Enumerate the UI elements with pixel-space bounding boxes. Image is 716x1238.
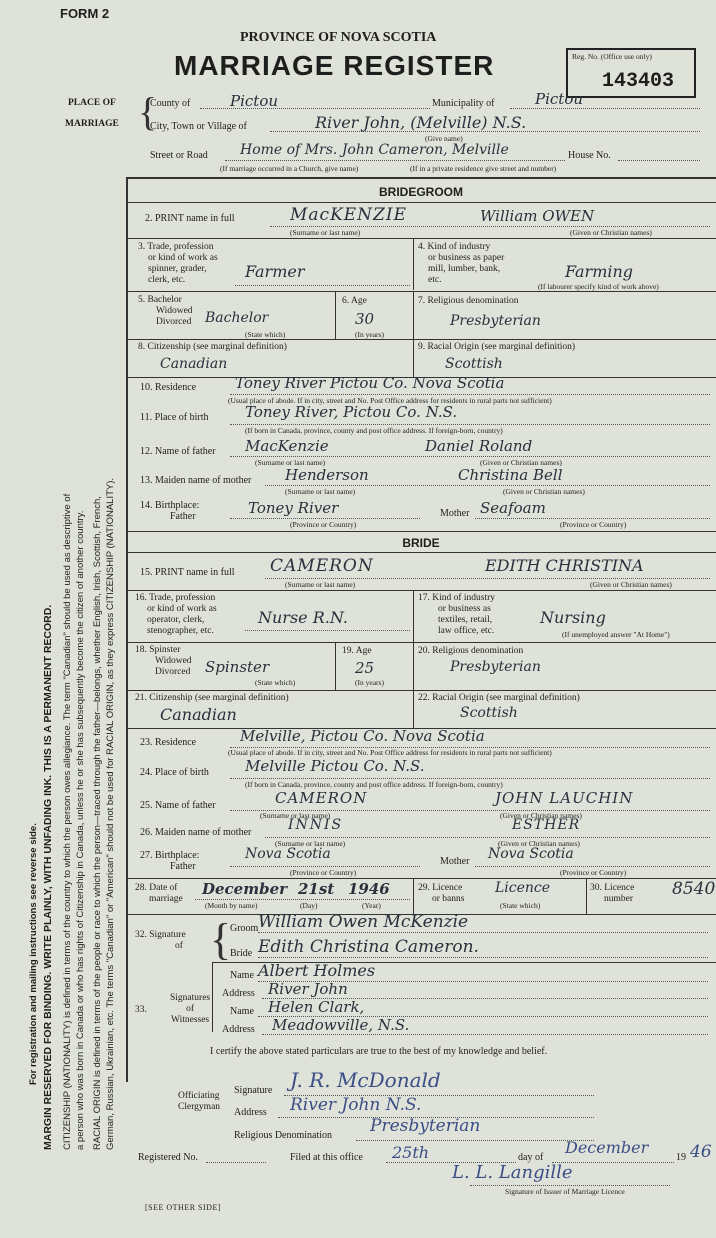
groom-surname-caption: (Surname or last name) bbox=[290, 228, 361, 237]
bride-given: EDITH CHRISTINA bbox=[485, 556, 644, 575]
witness2-name-label: Name bbox=[230, 1006, 254, 1017]
witness1-name: Albert Holmes bbox=[258, 961, 376, 980]
groom-age: 30 bbox=[355, 310, 375, 328]
street-value: Home of Mrs. John Cameron, Melville bbox=[240, 142, 509, 158]
bride-mother-birthplace-caption: (Province or Country) bbox=[560, 868, 627, 877]
reg-number-label: Reg. No. (Office use only) bbox=[572, 52, 652, 61]
bride-residence-label: 23. Residence bbox=[140, 737, 197, 748]
year-caption: (Year) bbox=[362, 901, 381, 910]
bride-father-birthplace-caption: (Province or Country) bbox=[290, 868, 357, 877]
margin-note-racial: RACIAL ORIGIN is defined in terms of the people or race to which the person—traced through the father—belongs, whether English, Irish, Scottish, French, bbox=[92, 496, 103, 1150]
bride-racial-label: 22. Racial Origin (see marginal definition) bbox=[418, 693, 580, 703]
witness2-address: Meadowville, N.S. bbox=[272, 1016, 410, 1034]
groom-citizenship: Canadian bbox=[160, 356, 228, 372]
bride-residence: Melville, Pictou Co. Nova Scotia bbox=[240, 727, 485, 745]
witness2-name: Helen Clark, bbox=[268, 998, 365, 1016]
clergy-signature: J. R. McDonald bbox=[290, 1068, 441, 1092]
groom-industry: Farming bbox=[565, 262, 634, 281]
groom-racial-label: 9. Racial Origin (see marginal definition) bbox=[418, 342, 576, 352]
bride-status-caption: (State which) bbox=[255, 678, 296, 687]
groom-age-label: 6. Age bbox=[342, 296, 367, 306]
bridegroom-heading: BRIDEGROOM bbox=[379, 185, 463, 199]
city-value: River John, (Melville) N.S. bbox=[315, 113, 527, 132]
groom-mother-surname-caption: (Surname or last name) bbox=[285, 487, 356, 496]
groom-given: William OWEN bbox=[480, 207, 595, 225]
bride-father-given-caption: (Given or Christian names) bbox=[500, 811, 582, 820]
filed-label: Filed at this office bbox=[290, 1152, 363, 1163]
bride-status: Spinster bbox=[205, 658, 270, 676]
bride-mother-word: Mother bbox=[440, 856, 470, 867]
bride-father-surname: CAMERON bbox=[275, 789, 368, 807]
licence-number: 8540 bbox=[672, 879, 716, 899]
groom-father-given: Daniel Roland bbox=[425, 437, 533, 455]
marriage-label: MARRIAGE bbox=[65, 119, 119, 129]
licence-number-label: 30. Licence number bbox=[590, 883, 635, 904]
groom-religion-label: 7. Religious denomination bbox=[418, 296, 519, 306]
groom-mother-given: Christina Bell bbox=[458, 466, 563, 484]
groom-industry-label: 4. Kind of industry or business as paper mill, lumber, bank, etc. bbox=[418, 242, 505, 285]
margin-note-binding: MARGIN RESERVED FOR BINDING. WRITE PLAINLY, WITH UNFADING INK. THIS IS A PERMANENT RECORD. bbox=[42, 604, 54, 1150]
groom-signature: William Owen McKenzie bbox=[258, 912, 469, 932]
bride-age-caption: (In years) bbox=[355, 678, 384, 687]
bride-trade-label: 16. Trade, profession or kind of work as operator, clerk, stenographer, etc. bbox=[135, 593, 217, 636]
bride-age-label: 19. Age bbox=[342, 646, 372, 656]
groom-mother-surname: Henderson bbox=[285, 466, 369, 484]
bride-age: 25 bbox=[355, 659, 375, 677]
witness2-address-label: Address bbox=[222, 1024, 255, 1035]
groom-birth-caption: (If born in Canada, province, county and post office address. If foreign-born, country) bbox=[245, 426, 503, 435]
municipality-label: Municipality of bbox=[432, 98, 495, 109]
clergy-address-label: Address bbox=[234, 1107, 267, 1118]
groom-given-caption: (Given or Christian names) bbox=[570, 228, 652, 237]
page-title: MARRIAGE REGISTER bbox=[174, 50, 495, 81]
marriage-year: 1946 bbox=[348, 880, 390, 898]
groom-father-given-caption: (Given or Christian names) bbox=[480, 458, 562, 467]
clergy-denomination: Presbyterian bbox=[370, 1116, 481, 1136]
day-caption: (Day) bbox=[300, 901, 318, 910]
bride-industry-label: 17. Kind of industry or business as textiles, retail, law office, etc. bbox=[418, 593, 496, 636]
bride-mother-surname: INNIS bbox=[288, 817, 344, 833]
signature-of-label: 32. Signature of bbox=[135, 930, 186, 951]
bride-surname: CAMERON bbox=[270, 556, 374, 576]
bride-residence-caption: (Usual place of abode. If in city, street and No. Post Office address for residents in rural parts not sufficient) bbox=[228, 748, 552, 757]
bride-heading: BRIDE bbox=[402, 536, 440, 550]
bride-mother-label: 26. Maiden name of mother bbox=[140, 827, 252, 838]
private-note: (If in a private residence give street and number) bbox=[410, 164, 557, 173]
witness1-name-label: Name bbox=[230, 970, 254, 981]
bride-father-label: 25. Name of father bbox=[140, 800, 216, 811]
bride-surname-caption: (Surname or last name) bbox=[285, 580, 356, 589]
filed-day: 25th bbox=[392, 1143, 430, 1162]
groom-mother-word: Mother bbox=[440, 508, 470, 519]
groom-racial: Scottish bbox=[445, 356, 503, 372]
bride-father-given: JOHN LAUCHIN bbox=[495, 789, 634, 807]
margin-note-instructions: For registration and mailing instructions see reverse side. bbox=[28, 823, 39, 1085]
bride-signature-label: Bride bbox=[230, 948, 253, 959]
bride-father-surname-caption: (Surname or last name) bbox=[260, 811, 331, 820]
groom-name-label: 2. PRINT name in full bbox=[145, 213, 235, 224]
marriage-month: December bbox=[202, 880, 288, 898]
bride-mother-given-caption: (Given or Christian names) bbox=[498, 839, 580, 848]
groom-citizenship-label: 8. Citizenship (see marginal definition) bbox=[138, 342, 287, 352]
marriage-day: 21st bbox=[298, 880, 335, 898]
bride-status-label: 18. Spinster Widowed Divorced bbox=[135, 645, 192, 677]
witness1-address-label: Address bbox=[222, 988, 255, 999]
clergy-address: River John N.S. bbox=[290, 1095, 422, 1115]
unemployed-note: (If unemployed answer "At Home") bbox=[562, 630, 670, 639]
groom-father-surname-caption: (Surname or last name) bbox=[255, 458, 326, 467]
bride-religion: Presbyterian bbox=[450, 659, 541, 675]
filed-month: December bbox=[565, 1138, 649, 1157]
groom-father-surname: MacKenzie bbox=[245, 437, 329, 455]
groom-mother-birthplace: Seafoam bbox=[480, 499, 546, 517]
issuer-caption: Signature of Issuer of Marriage Licence bbox=[505, 1187, 625, 1196]
bride-trade: Nurse R.N. bbox=[258, 608, 348, 627]
groom-father-birthplace-caption: (Province or Country) bbox=[290, 520, 357, 529]
bride-signature: Edith Christina Cameron. bbox=[258, 937, 479, 957]
groom-mother-label: 13. Maiden name of mother bbox=[140, 475, 252, 486]
bride-mother-surname-caption: (Surname or last name) bbox=[275, 839, 346, 848]
witness-label: Signatures of Witnesses bbox=[170, 993, 211, 1025]
groom-mother-given-caption: (Given or Christian names) bbox=[503, 487, 585, 496]
groom-trade-label: 3. Trade, profession or kind of work as spinner, grader, clerk, etc. bbox=[138, 242, 218, 285]
groom-signature-label: Groom bbox=[230, 923, 259, 934]
groom-surname: MacKENZIE bbox=[290, 205, 407, 225]
city-label: City, Town or Village of bbox=[150, 121, 247, 132]
margin-note-citizenship-cont: a person who was born in Canada or who has rights of Citizenship in Canada, unless he or she has subsequently become the citizen of another country. bbox=[75, 510, 86, 1150]
witness1-address: River John bbox=[268, 980, 348, 998]
groom-religion: Presbyterian bbox=[450, 313, 541, 329]
marriage-date-label: 28. Date of marriage bbox=[135, 883, 183, 904]
bride-birthplace: Melville Pictou Co. N.S. bbox=[245, 757, 425, 775]
year-prefix: 19 bbox=[676, 1152, 686, 1163]
groom-parents-birthplace-label: 14. Birthplace: Father bbox=[140, 500, 200, 522]
province-title: PROVINCE OF NOVA SCOTIA bbox=[240, 30, 437, 45]
bride-racial: Scottish bbox=[460, 705, 518, 721]
bride-birthplace-label: 24. Place of birth bbox=[140, 767, 209, 778]
month-caption: (Month by name) bbox=[205, 901, 258, 910]
bride-citizenship: Canadian bbox=[160, 705, 237, 724]
bride-citizenship-label: 21. Citizenship (see marginal definition) bbox=[135, 693, 289, 703]
form-number: FORM 2 bbox=[60, 6, 110, 21]
groom-status-label: 5. Bachelor Widowed Divorced bbox=[138, 295, 193, 327]
officiating-label: Officiating Clergyman bbox=[178, 1091, 221, 1112]
day-of-label: day of bbox=[518, 1152, 544, 1163]
bride-parents-birthplace-label: 27. Birthplace: Father bbox=[140, 850, 200, 872]
licence-type-caption: (State which) bbox=[500, 901, 541, 910]
registered-label: Registered No. bbox=[138, 1152, 198, 1163]
bride-industry: Nursing bbox=[540, 608, 606, 627]
witness-number: 33. bbox=[135, 1005, 147, 1015]
labourer-note: (If labourer specify kind of work above) bbox=[538, 282, 659, 291]
filed-year: 46 bbox=[690, 1142, 712, 1162]
groom-mother-birthplace-caption: (Province or Country) bbox=[560, 520, 627, 529]
bride-mother-given: ESTHER bbox=[512, 817, 581, 833]
municipality-value: Pictou bbox=[535, 90, 584, 108]
give-name-caption: (Give name) bbox=[425, 134, 463, 143]
county-value: Pictou bbox=[230, 92, 279, 110]
licence-type: Licence bbox=[495, 880, 551, 896]
church-note: (If marriage occurred in a Church, give name) bbox=[220, 164, 359, 173]
street-label: Street or Road bbox=[150, 150, 208, 161]
place-brace: { bbox=[138, 89, 158, 134]
groom-birthplace: Toney River, Pictou Co. N.S. bbox=[245, 403, 458, 421]
certify-statement: I certify the above stated particulars are true to the best of my knowledge and belief. bbox=[210, 1046, 548, 1057]
bride-religion-label: 20. Religious denomination bbox=[418, 646, 524, 656]
signature-brace: { bbox=[210, 915, 232, 964]
denomination-label: Religious Denomination bbox=[234, 1130, 333, 1141]
bride-birth-caption: (If born in Canada, province, county and post office address. If foreign-born, country) bbox=[245, 780, 503, 789]
groom-status: Bachelor bbox=[205, 310, 269, 326]
bride-given-caption: (Given or Christian names) bbox=[590, 580, 672, 589]
groom-residence-label: 10. Residence bbox=[140, 382, 197, 393]
reg-number-box bbox=[566, 48, 696, 98]
groom-father-birthplace: Toney River bbox=[248, 499, 339, 517]
groom-residence: Toney River Pictou Co. Nova Scotia bbox=[235, 374, 505, 392]
margin-note-citizenship: CITIZENSHIP (NATIONALITY) is defined in terms of the country to which the person owes allegiance. The term "Canadian" should be used as descriptive of bbox=[62, 493, 73, 1150]
county-label: County of bbox=[150, 98, 191, 109]
reg-number-value: 143403 bbox=[602, 70, 675, 93]
place-of-label: PLACE OF bbox=[68, 98, 116, 108]
groom-status-caption: (State which) bbox=[245, 330, 286, 339]
bride-father-birthplace: Nova Scotia bbox=[245, 846, 331, 862]
see-other-side: [SEE OTHER SIDE] bbox=[145, 1203, 221, 1212]
house-label: House No. bbox=[568, 150, 611, 161]
groom-age-caption: (In years) bbox=[355, 330, 384, 339]
groom-trade: Farmer bbox=[245, 262, 305, 281]
issuer-signature: L. L. Langille bbox=[452, 1162, 573, 1183]
clergy-signature-label: Signature bbox=[234, 1085, 273, 1096]
groom-father-label: 12. Name of father bbox=[140, 446, 216, 457]
groom-residence-caption: (Usual place of abode. If in city, street and No. Post Office address for residents in rural parts not sufficient) bbox=[228, 396, 552, 405]
groom-birthplace-label: 11. Place of birth bbox=[140, 412, 209, 423]
margin-note-racial-cont: German, Russian, Ukrainian, etc. The terms "Canadian" or "American" should not be used for RACIAL ORIGIN, as they express CITIZENSHIP (NATIONALITY). bbox=[105, 477, 116, 1150]
bride-name-label: 15. PRINT name in full bbox=[140, 567, 235, 578]
licence-label: 29. Licence or banns bbox=[418, 883, 465, 904]
bride-mother-birthplace: Nova Scotia bbox=[488, 846, 574, 862]
